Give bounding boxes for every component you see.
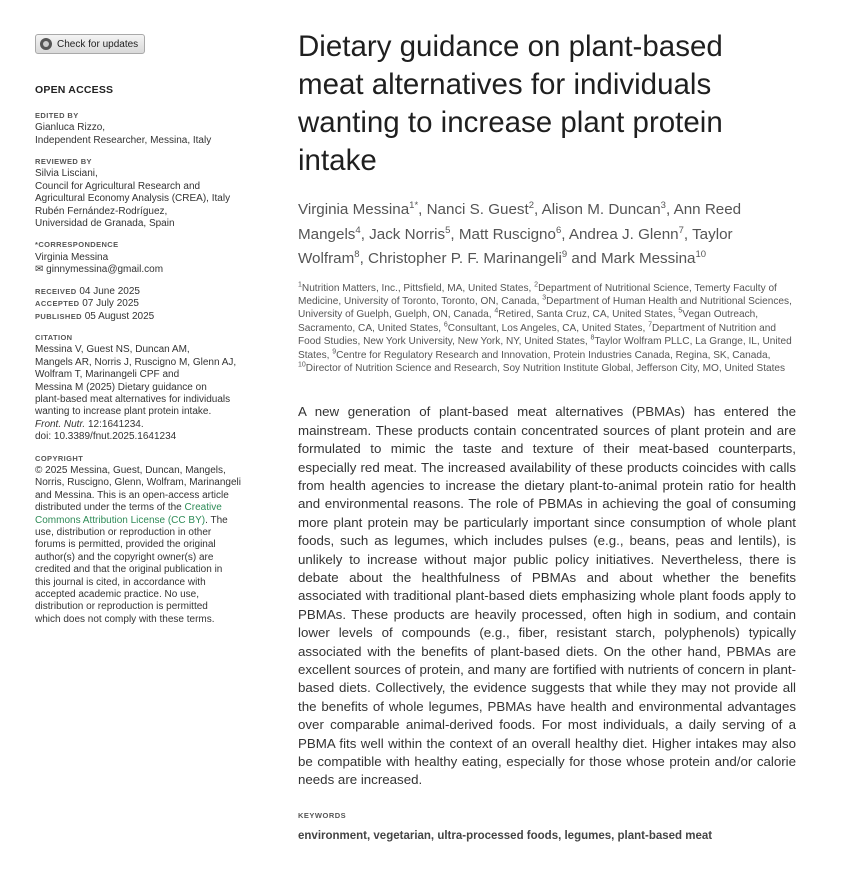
author-affiliation-marker: 2 (528, 199, 535, 211)
reviewed-by-section (35, 156, 270, 230)
copyright-section (35, 453, 270, 627)
received-date: RECEIVED 04 June 2025 (35, 285, 140, 297)
published-date: PUBLISHED 05 August 2025 (35, 310, 155, 322)
copyright-label: COPYRIGHT (35, 453, 84, 463)
affiliation-marker: 4 (494, 307, 499, 315)
author-separator: , (359, 250, 369, 267)
reviewed-by-label: REVIEWED BY (35, 157, 92, 167)
affiliation-text: Centre for Regulatory Research and Innovation, Protein Industries Canada, Regina, SK, Canada, (336, 349, 771, 361)
copyright-line: distribution or reproduction is permitted (35, 601, 208, 613)
author-affiliation-marker: 4 (355, 224, 361, 236)
citation-line: Mangels AR, Norris J, Ruscigno M, Glenn AJ, (35, 356, 237, 368)
open-access-label: OPEN ACCESS (35, 84, 114, 97)
article-title: Dietary guidance on plant-based meat alternatives for individuals wanting to increase plant protein intake (298, 30, 723, 177)
affiliations (298, 282, 796, 376)
affiliation-text: Department of Human Health and Nutritional Sciences, University of Guelph, Guelph, ON, Canada, (298, 295, 792, 321)
author-affiliation-marker: 7 (678, 224, 684, 236)
editor-name: Gianluca Rizzo, (35, 122, 106, 134)
author-name[interactable]: Christopher P. F. Marinangeli (368, 250, 562, 267)
author-affiliation-marker: 5 (445, 224, 451, 236)
affiliation-marker: 7 (648, 321, 652, 329)
keywords-list: environment, vegetarian, ultra-processed foods, legumes, plant-based meat (298, 829, 713, 842)
correspondence-name: Virginia Messina (35, 251, 109, 263)
affiliation-marker: 8 (590, 334, 595, 342)
author-name[interactable]: Virginia Messina (298, 201, 410, 218)
author-separator: , (360, 225, 370, 243)
copyright-line: which does not comply with these terms. (35, 613, 215, 625)
author-separator: , (534, 201, 542, 218)
license-link[interactable]: Commons Attribution License (CC BY) (35, 514, 206, 526)
author-separator: , (418, 201, 427, 218)
author-name[interactable]: Jack Norris (369, 225, 446, 243)
citation-journal-line (35, 419, 270, 431)
copyright-line: forums is permitted, provided the original (35, 539, 216, 551)
citation-section (35, 332, 270, 444)
edited-by-section (35, 110, 270, 147)
affiliation-text: Taylor Wolfram PLLC, La Grange, IL, United States, (298, 336, 792, 361)
check-for-updates-button[interactable] (35, 34, 145, 54)
affiliation-marker: 3 (542, 294, 547, 302)
reviewer-line: Council for Agricultural Research and (35, 180, 201, 192)
copyright-line: author(s) and the copyright owner(s) are (35, 551, 214, 563)
dates-section (35, 286, 270, 323)
citation-doi: doi: 10.3389/fnut.2025.1641234 (35, 431, 177, 443)
author-separator: , (665, 201, 674, 218)
accepted-date: ACCEPTED 07 July 2025 (35, 298, 139, 310)
author-affiliation-marker: 9 (561, 248, 568, 260)
author-affiliation-marker: 10 (695, 248, 707, 260)
abstract: A new generation of plant-based meat alternatives (PBMAs) has entered the mainstream. These products contain concentrated sources of plant protein and are formulated to mimic the taste and texture of their meat-based counterparts, especially red meat. The increased availability of these products coincides with calls from health agencies to increase the dietary plant-to-animal protein ratio for health and environmental reasons. The role of PBMAs in achieving the goal of consuming more plant protein may be particularly important since consumption of whole plant foods, such as legumes, which includes pulses (e.g., beans, peas and lentils), is unlikely to increase without major public policy initiatives. Nevertheless, there is debate about the healthfulness of PBMAs and about whether the benefits associated with traditional plant-based diets emphasizing whole plant foods apply to PBMAs. These products are heavily processed, often high in sodium, and contain lower levels of compounds (e.g., fiber, resistant starch, polyphenols) typically associated with the benefits of plant-based diets. On the other hand, PBMAs are excellent sources of protein, and many are fortified with nutrients of concern in plant-based diets. Collectively, the evidence suggests that while they may not provide all the benefits of whole legumes, PBMAs have health and environmental advantages over comparable animal-derived foods. For most individuals, a daily serving of a PBMA fits well within the context of an overall healthy diet. Higher intakes may also be compatible with healthy eating, especially for those whose protein and/or calorie needs are increased. (298, 404, 796, 788)
author-separator: , (450, 225, 459, 243)
affiliation-marker: 5 (678, 307, 683, 315)
citation-line: Messina M (2025) Dietary guidance on (35, 381, 207, 393)
reviewer-line: Silvia Lisciani, (35, 168, 98, 180)
copyright-line: distributed under the terms of the Creative (35, 502, 222, 514)
correspondence-email-row (35, 264, 270, 276)
copyright-line: accepted academic practice. No use, (35, 589, 199, 601)
author-affiliation-marker: 3 (660, 199, 666, 211)
copyright-line: use, distribution or reproduction in other (35, 527, 212, 538)
affiliation-marker: 2 (534, 281, 539, 289)
author-name[interactable]: Mark Messina (600, 250, 696, 267)
email-icon: ✉ (35, 264, 44, 276)
affiliation-marker: 9 (332, 348, 337, 356)
affiliation-text: Director of Nutrition Science and Research, Soy Nutrition Institute Global, Jefferson City, MO, United States (305, 362, 786, 374)
affiliation-text: Nutrition Matters, Inc., Pittsfield, MA, United States, (301, 282, 535, 294)
affiliation-text: Consultant, Los Angeles, CA, United States, (447, 322, 649, 334)
affiliation-marker: 6 (443, 321, 448, 329)
check-updates-icon (40, 38, 52, 50)
author-name[interactable]: Matt Ruscigno (458, 225, 556, 243)
keywords-label: KEYWORDS (298, 810, 347, 820)
article-main (298, 28, 796, 842)
affiliation-text: Retired, Santa Cruz, CA, United States, (498, 309, 679, 321)
citation-label: CITATION (35, 332, 73, 342)
author-affiliation-marker: 6 (555, 224, 562, 236)
reviewer-line: Rubén Fernández-Rodríguez, (35, 205, 168, 217)
edited-by-label: EDITED BY (35, 110, 79, 120)
editor-affiliation: Independent Researcher, Messina, Italy (35, 134, 212, 146)
reviewer-line: Agricultural Economy Analysis (CREA), Italy (35, 193, 231, 205)
affiliation-text: Vegan Outreach, Sacramento, CA, United States, (298, 309, 759, 334)
reviewer-line: Universidad de Granada, Spain (35, 218, 175, 230)
author-separator: , (683, 225, 693, 243)
license-link[interactable]: Creative (184, 502, 222, 514)
correspondence-section (35, 239, 270, 276)
affiliation-marker: 1 (298, 281, 302, 289)
affiliation-text: Department of Nutritional Science, Temerty Faculty of Medicine, University of Toronto, Toronto, ON, Canada, (298, 282, 777, 307)
author-name[interactable]: Alison M. Duncan (541, 201, 661, 218)
citation-volume: 12:1641234. (85, 418, 144, 430)
citation-line: plant-based meat alternatives for individuals (35, 393, 231, 405)
author-list (298, 198, 796, 272)
copyright-line: credited and that the original publication in (35, 564, 223, 576)
correspondence-label: *CORRESPONDENCE (35, 240, 119, 250)
affiliation-marker: 10 (298, 361, 306, 369)
citation-line: Wolfram T, Marinangeli CPF and (35, 369, 180, 381)
article-sidebar (35, 34, 270, 626)
author-separator: , (561, 225, 569, 243)
copyright-line: and Messina. This is an open-access article (35, 489, 229, 501)
author-name[interactable]: Taylor Wolfram (298, 225, 733, 267)
copyright-line: this journal is cited, in accordance with (35, 576, 206, 588)
author-name[interactable]: Andrea J. Glenn (568, 225, 679, 243)
affiliation-text: Department of Nutrition and Food Studies, New York University, New York, NY, United States, (298, 322, 776, 348)
author-affiliation-marker: 1* (409, 199, 419, 211)
copyright-line: Norris, Ruscigno, Glenn, Wolfram, Marinangeli (35, 477, 242, 489)
author-name[interactable]: Nanci S. Guest (426, 201, 529, 218)
citation-line: wanting to increase plant protein intake. (35, 406, 212, 418)
citation-journal: Front. Nutr. (35, 418, 86, 430)
author-separator: and (567, 250, 601, 267)
correspondence-email-link[interactable]: ginnymessina@gmail.com (46, 264, 164, 276)
author-affiliation-marker: 8 (354, 248, 360, 260)
citation-line: Messina V, Guest NS, Duncan AM, (35, 344, 190, 356)
copyright-line: Commons Attribution License (CC BY). The (35, 514, 228, 526)
copyright-line: © 2025 Messina, Guest, Duncan, Mangels, (35, 464, 226, 476)
check-for-updates-label: Check for updates (57, 38, 139, 50)
author-name[interactable]: Ann Reed Mangels (298, 201, 742, 243)
